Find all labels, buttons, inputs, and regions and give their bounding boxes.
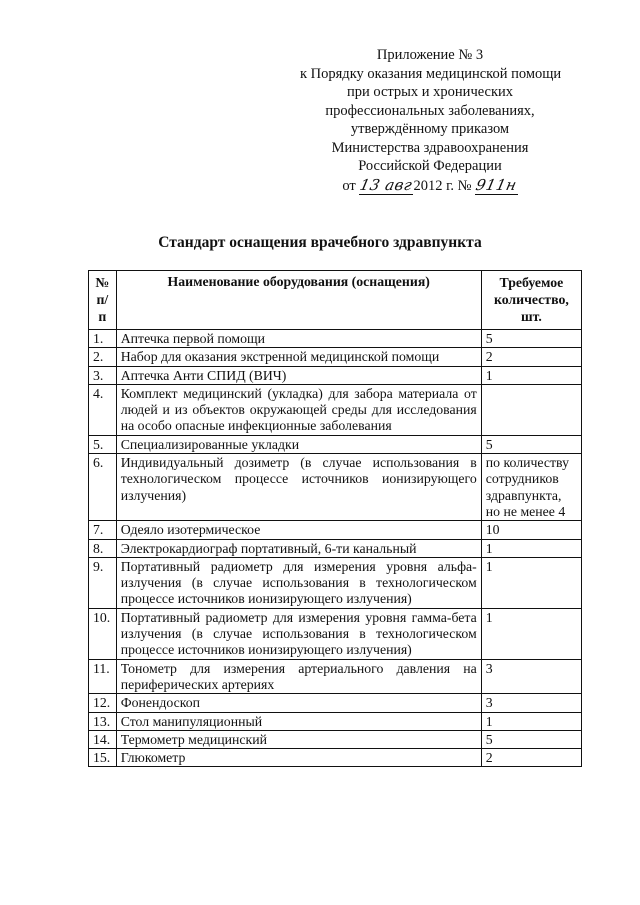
table-row [89,694,582,712]
equipment-quantity: 5 [481,330,581,348]
table-row [89,454,582,521]
appendix-header [300,46,560,195]
appendix-line: профессиональных заболеваниях, [325,102,535,119]
year-number-label: 2012 г. № [413,177,472,194]
equipment-quantity: 1 [481,366,581,384]
table-row [89,749,582,767]
table-row [89,539,582,557]
equipment-name: Фонендоскоп [116,694,481,712]
equipment-name: Одеяло изотермическое [116,521,481,539]
row-number: 9. [89,557,117,608]
row-number: 7. [89,521,117,539]
row-number: 12. [89,694,117,712]
row-number: 5. [89,435,117,453]
row-number: 15. [89,749,117,767]
equipment-name: Тонометр для измерения артериального давления на периферических артериях [116,659,481,694]
table-row [89,659,582,694]
appendix-line: утверждённому приказом [350,121,510,137]
equipment-name: Стол манипуляционный [116,712,481,730]
table-row [89,348,582,366]
equipment-quantity: 5 [481,435,581,453]
equipment-name: Индивидуальный дозиметр (в случае использования в технологическом процессе источников ионизирующего излучения) [116,454,481,521]
header-number: № п/п [89,271,117,330]
equipment-quantity [481,384,581,435]
table-row [89,384,582,435]
equipment-quantity: 1 [481,557,581,608]
equipment-name: Специализированные укладки [116,435,481,453]
row-number: 13. [89,712,117,730]
order-date-line [300,176,560,196]
table-row [89,366,582,384]
equipment-quantity: 1 [481,539,581,557]
equipment-table [88,270,582,767]
equipment-name: Набор для оказания экстренной медицинской помощи [116,348,481,366]
table-row [89,730,582,748]
appendix-line: к Порядку оказания медицинской помощи [300,65,562,82]
table-row [89,330,582,348]
appendix-line: Российской Федерации [358,158,502,174]
equipment-name: Глюкометр [116,749,481,767]
table-row [89,557,582,608]
equipment-quantity: 10 [481,521,581,539]
equipment-name: Комплект медицинский (укладка) для забора материала от людей и из объектов окружающей среды для исследования на особо опасные инфекционные заболевания [116,384,481,435]
equipment-name: Электрокардиограф портативный, 6-ти канальный [116,539,481,557]
equipment-quantity: 3 [481,659,581,694]
equipment-quantity: 5 [481,730,581,748]
header-equipment-name: Наименование оборудования (оснащения) [116,271,481,330]
table-row [89,435,582,453]
equipment-quantity: 2 [481,348,581,366]
appendix-line: Министерства здравоохранения [331,139,529,156]
row-number: 6. [89,454,117,521]
equipment-quantity: 1 [481,712,581,730]
table-header-row [89,271,582,330]
row-number: 4. [89,384,117,435]
date-prefix: от [342,177,356,194]
header-quantity: Требуемое количество, шт. [481,271,581,330]
row-number: 14. [89,730,117,748]
equipment-quantity: 2 [481,749,581,767]
equipment-name: Портативный радиометр для измерения уровня альфа-излучения (в случае использования в технологическом процессе источников ионизирующего излучения) [116,557,481,608]
row-number: 10. [89,608,117,659]
row-number: 3. [89,366,117,384]
appendix-line: при острых и хронических [346,84,514,100]
row-number: 8. [89,539,117,557]
document-title: Стандарт оснащения врачебного здравпункта [158,234,482,251]
equipment-name: Аптечка Анти СПИД (ВИЧ) [116,366,481,384]
table-row [89,608,582,659]
handwritten-date: 13 авг [358,175,415,194]
appendix-line: Приложение № 3 [376,47,484,63]
equipment-name: Аптечка первой помощи [116,330,481,348]
equipment-quantity: 3 [481,694,581,712]
table-row [89,521,582,539]
equipment-name: Термометр медицинский [116,730,481,748]
row-number: 11. [89,659,117,694]
row-number: 2. [89,348,117,366]
equipment-quantity: по количеству сотрудников здравпункта, но не менее 4 [481,454,581,521]
handwritten-order-number: 911н [474,175,519,194]
equipment-quantity: 1 [481,608,581,659]
row-number: 1. [89,330,117,348]
equipment-name: Портативный радиометр для измерения уровня гамма-бета излучения (в случае использования в технологическом процессе источников ионизирующего излучения) [116,608,481,659]
table-row [89,712,582,730]
